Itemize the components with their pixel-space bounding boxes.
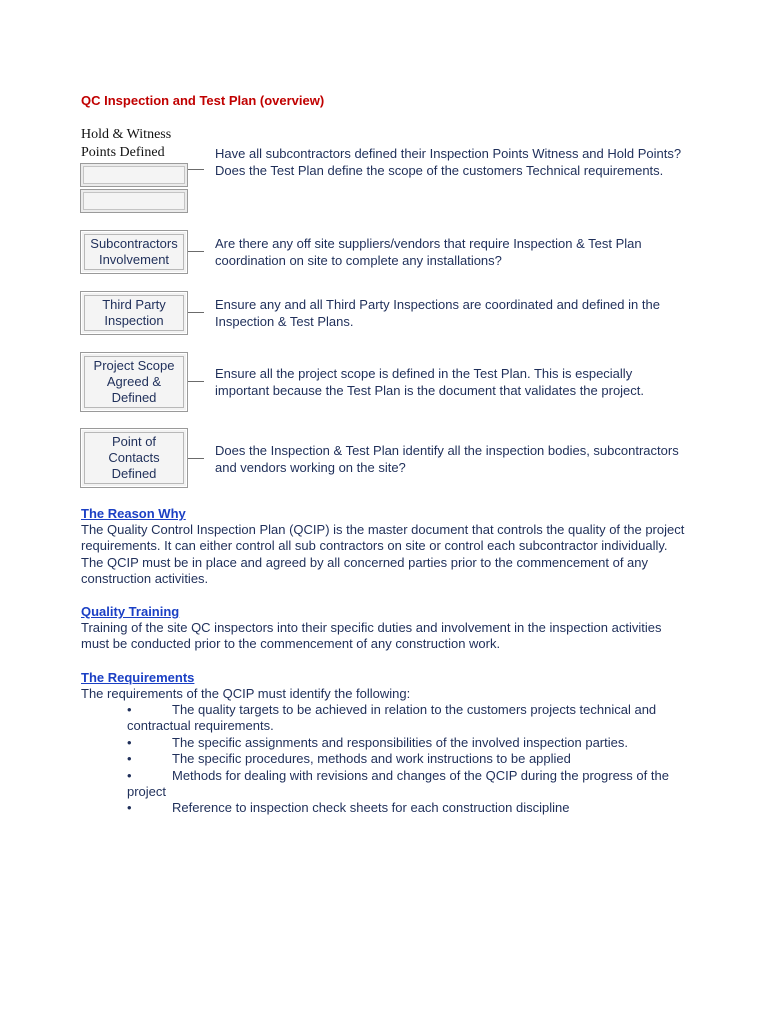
bullet-icon: • xyxy=(127,800,132,816)
requirements-list xyxy=(127,702,697,817)
row-description: Have all subcontractors defined their Inspection Points Witness and Hold Points? Does the Test Plan define the scope of the customers Technical requirements. xyxy=(215,146,682,178)
requirements-intro: The requirements of the QCIP must identify the following: xyxy=(81,686,411,701)
hold-witness-label: Hold & Witness Points Defined xyxy=(81,127,172,160)
box-label: Point of Contacts Defined xyxy=(84,432,184,484)
list-item xyxy=(127,735,697,751)
bullet-icon: • xyxy=(127,767,132,783)
list-item-text: The quality targets to be achieved in relation to the customers projects technical and contractual requirements. xyxy=(127,702,657,734)
list-item-text: Reference to inspection check sheets for each construction discipline xyxy=(172,800,570,816)
list-item-text: Methods for dealing with revisions and changes of the QCIP during the progress of the project xyxy=(127,767,669,800)
bullet-icon: • xyxy=(127,734,132,750)
bullet-icon: • xyxy=(127,751,132,767)
list-item-text: The specific procedures, methods and work instructions to be applied xyxy=(172,751,571,767)
heading-requirements[interactable]: The Requirements xyxy=(81,670,195,685)
row-description: Does the Inspection & Test Plan identify all the inspection bodies, subcontractors and vendors working on the site? xyxy=(215,443,679,475)
connector-line xyxy=(188,169,204,170)
list-item xyxy=(127,751,697,767)
box-label: Project Scope Agreed & Defined xyxy=(84,356,184,408)
subcontractors-involvement-box xyxy=(80,230,188,274)
list-item xyxy=(127,800,697,816)
page-title: QC Inspection and Test Plan (overview) xyxy=(81,93,325,108)
hold-point-box-1-inner xyxy=(83,166,185,184)
heading-quality-training[interactable]: Quality Training xyxy=(81,604,180,619)
connector-line xyxy=(188,251,204,252)
row-description: Ensure any and all Third Party Inspections are coordinated and defined in the Inspection & Test Plans. xyxy=(215,297,660,329)
point-of-contacts-box xyxy=(80,428,188,488)
row-description: Are there any off site suppliers/vendors that require Inspection & Test Plan coordination on site to complete any installations? xyxy=(215,236,642,268)
list-item xyxy=(127,768,697,801)
list-item xyxy=(127,702,697,735)
row-description: Ensure all the project scope is defined in the Test Plan. This is especially important because the Test Plan is the document that validates the project. xyxy=(215,366,645,398)
hold-point-box-2 xyxy=(80,189,188,213)
connector-line xyxy=(188,381,204,382)
hold-point-box-2-inner xyxy=(83,192,185,210)
third-party-inspection-box xyxy=(80,291,188,335)
bullet-icon: • xyxy=(127,702,132,717)
connector-line xyxy=(188,458,204,459)
hold-point-box-1 xyxy=(80,163,188,187)
project-scope-box xyxy=(80,352,188,412)
box-label: Third Party Inspection xyxy=(84,295,184,331)
list-item-text: The specific assignments and responsibilities of the involved inspection parties. xyxy=(172,734,628,750)
connector-line xyxy=(188,312,204,313)
heading-reason-why[interactable]: The Reason Why xyxy=(81,506,186,521)
quality-training-paragraph: Training of the site QC inspectors into their specific duties and involvement in the inspection activities must be conducted prior to the commencement of any construction work. xyxy=(81,620,662,652)
reason-why-paragraph: The Quality Control Inspection Plan (QCIP) is the master document that controls the quality of the project requirements. It can either control all sub contractors on site or control each subcontractor individually. The QCIP must be in place and agreed by all concerned parties prior to the commencement of any construction activities. xyxy=(81,522,685,587)
box-label: Subcontractors Involvement xyxy=(84,234,184,270)
